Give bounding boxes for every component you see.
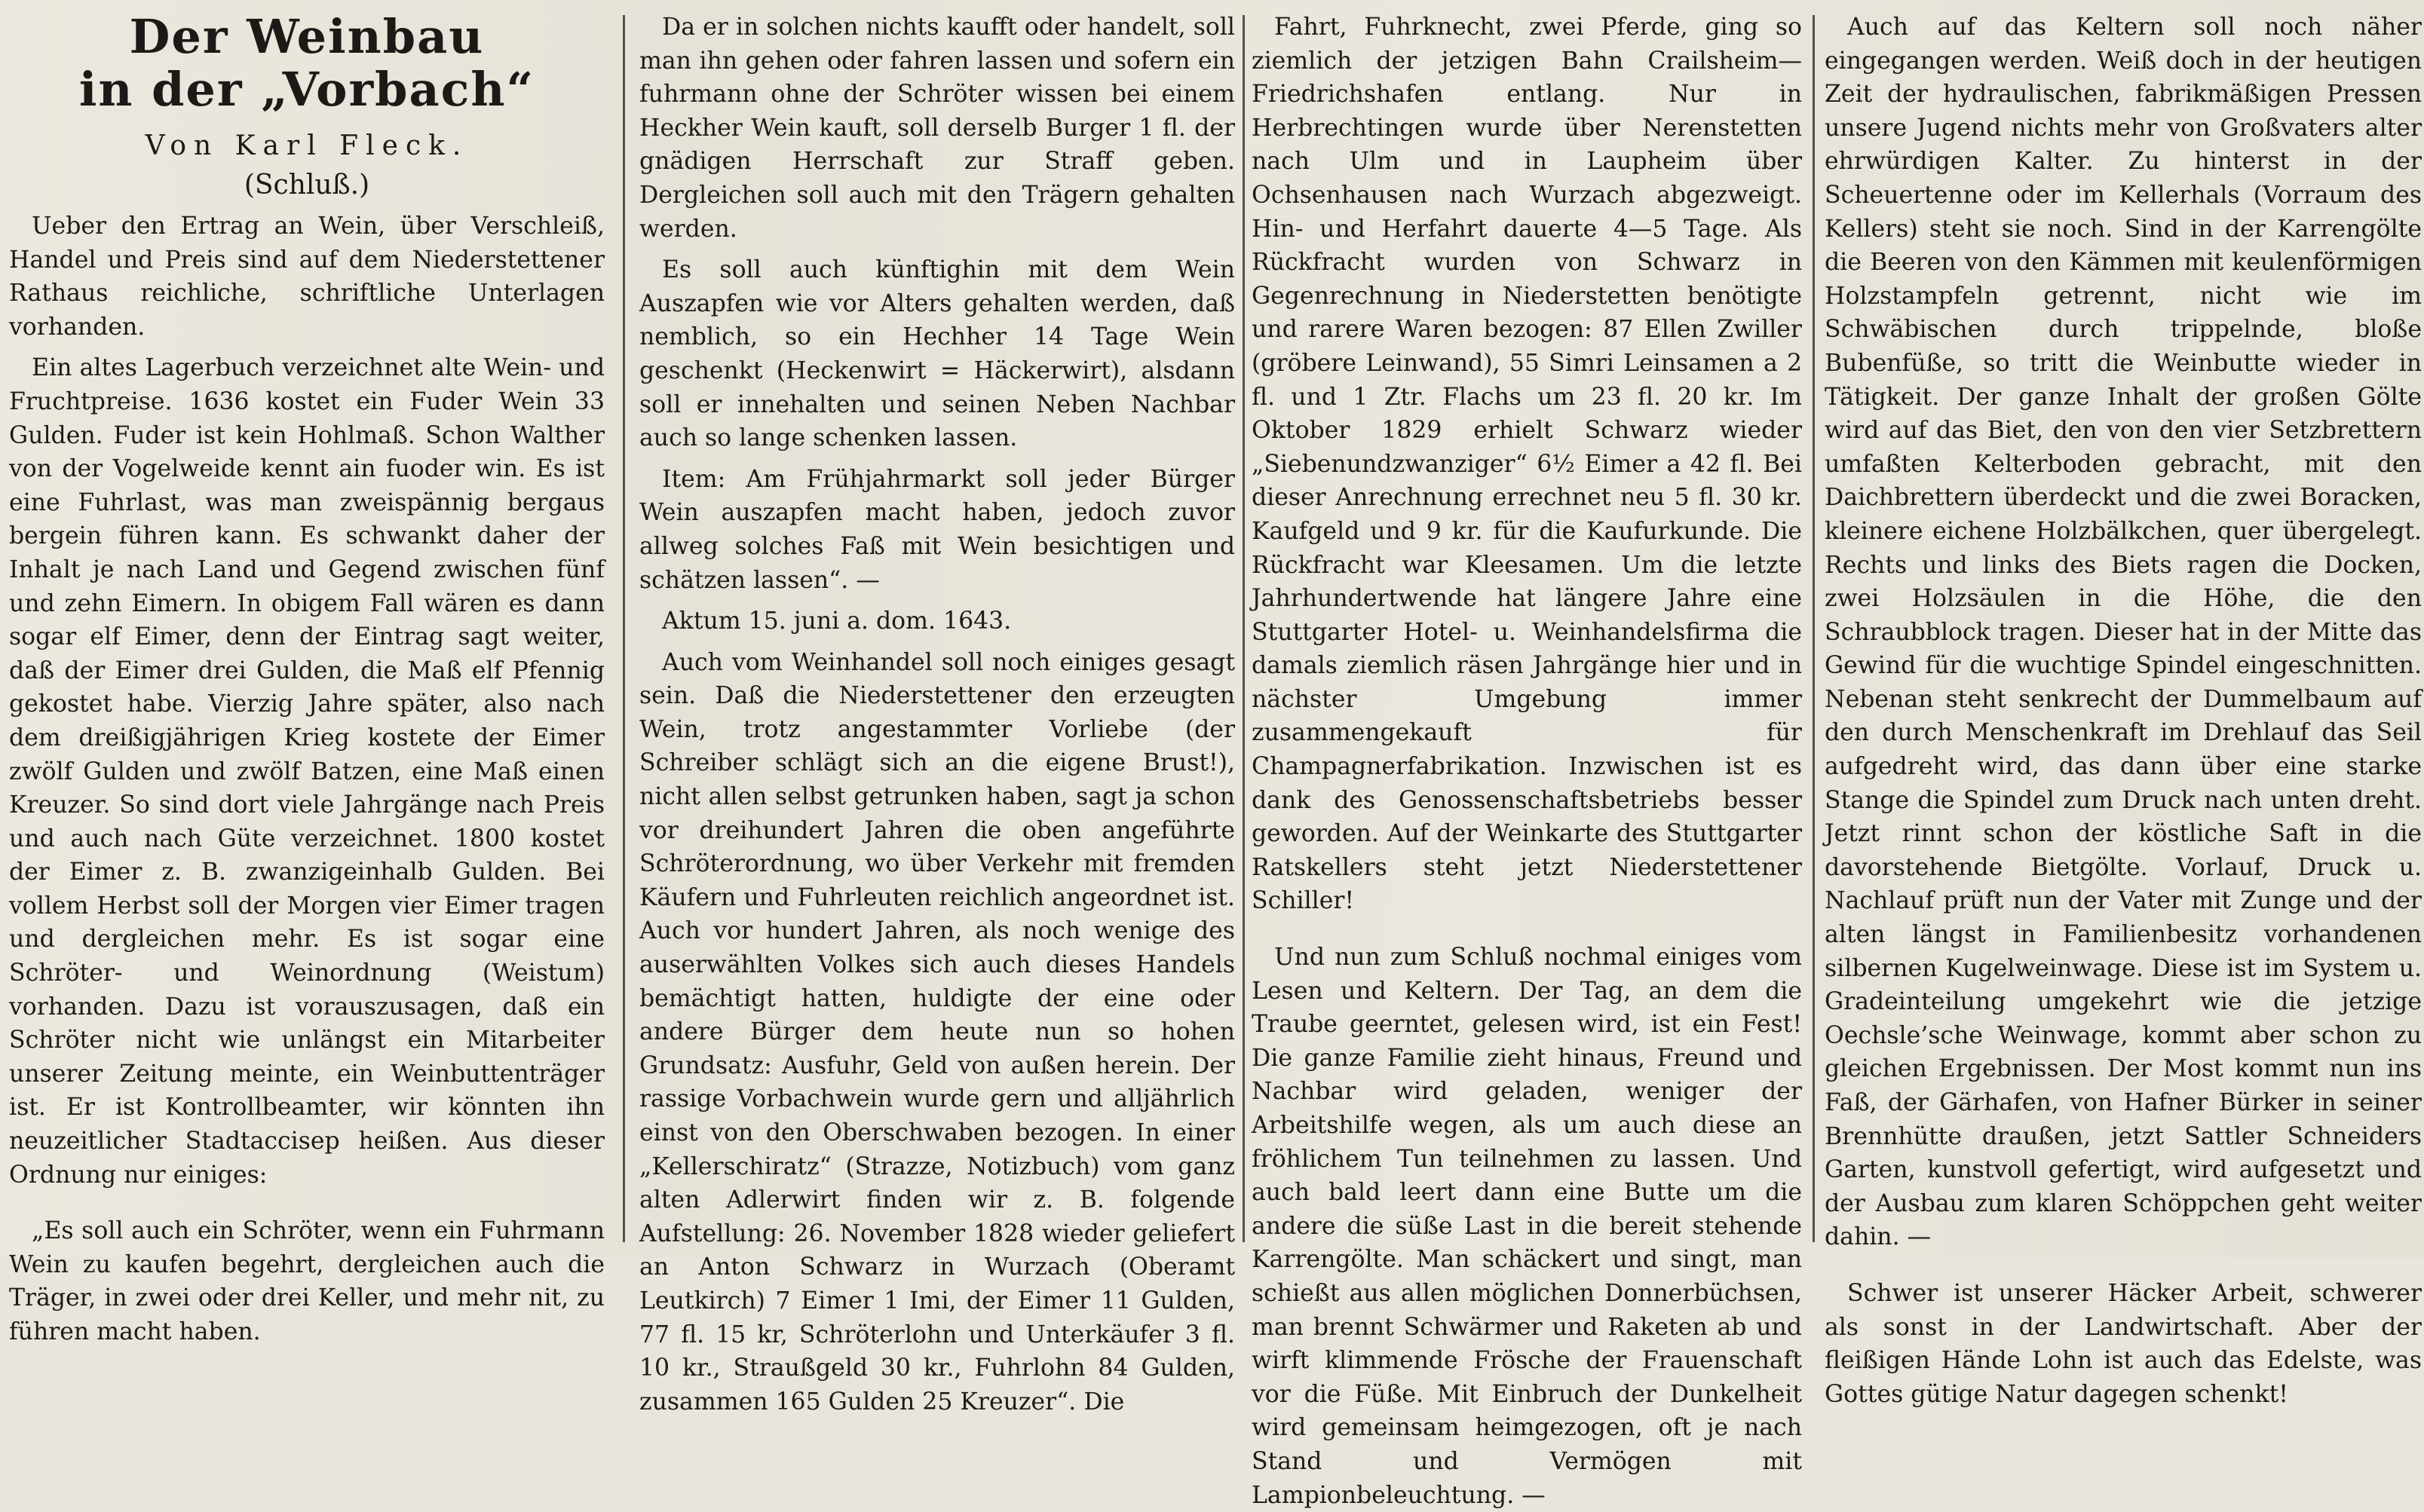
paragraph: Aktum 15. juni a. dom. 1643. bbox=[662, 608, 1012, 635]
article-title-line-1: Der Weinbau bbox=[129, 9, 485, 64]
paragraph: Auch vom Weinhandel soll noch einiges gesagt sein. Daß die Niederstettener den erzeugten Wein, trotz angestammter Vorliebe (der Schreiber schlägt sich an die eigene Brust!), nicht allen selbst getrunken haben, sagt ja schon vor dreihundert Jahren die oben angeführte Schröterordnung, wo über Verkehr mit fremden Käufern und Fuhrleuten reichlich angeordnet ist. Auch vor hundert Jahren, als noch wenige des auserwählten Volkes sich auch dieses Handels bemächtigt hatten, huldigte der eine oder andere Bürger dem heute nun so hohen Grundsatz: Ausfuhr, Geld von außen herein. Der rassige Vorbachwein wurde gern und alljährlich einst von den Oberschwaben bezogen. In einer „Kellerschiratz“ (Strazze, Notizbuch) vom ganz alten Adlerwirt finden wir z. B. folgende Aufstellung: 26. November 1828 wieder geliefert an Anton Schwarz in Wurzach (Oberamt Leutkirch) 7 Eimer 1 Imi, der Eimer 11 Gulden, 77 fl. 15 kr, Schröterlohn und Unterkäufer 3 fl. 10 kr., Straußgeld 30 kr., Fuhrlohn 84 Gulden, zusammen 165 Gulden 25 Kreuzer“. Die bbox=[639, 648, 1235, 1416]
column-1 bbox=[9, 9, 605, 1345]
paragraph: Und nun zum Schluß nochmal einiges vom Lesen und Keltern. Der Tag, an dem die Traube geerntet, gelesen wird, ist ein Fest! Die ganze Familie zieht hinaus, Freund und Nachbar wird geladen, weniger der Arbeitshilfe wegen, als um auch diese an fröhlichem Tun teilnehmen zu lassen. Und auch bald leert dann eine Butte um die andere die süße Last in die bereit stehende Karrengölte. Man schäckert und singt, man schießt aus allen möglichen Donnerbüchsen, man brennt Schwärmer und Raketen ab und wirft klimmende Frösche der Frauenschaft vor die Füße. Mit Einbruch der Dunkelheit wird gemeinsam heimgezogen, oft je nach Stand und Vermögen mit Lampionbeleuchtung. — bbox=[1252, 944, 1802, 1509]
paragraph: Fahrt, Fuhrknecht, zwei Pferde, ging so ziemlich der jetzigen Bahn Crailsheim—Friedrichshafen entlang. Nur in Herbrechtingen wurde über Nerenstetten nach Ulm und in Laupheim über Ochsenhausen nach Wurzach abgezweigt. Hin- und Herfahrt dauerte 4—5 Tage. Als Rückfracht wurden von Schwarz in Gegenrechnung in Niederstetten benötigte und rarere Waren bezogen: 87 Ellen Zwiller (gröbere Leinwand), 55 Simri Leinsamen a 2 fl. und 1 Ztr. Flachs um 23 fl. 20 kr. Im Oktober 1829 erhielt Schwarz wieder „Siebenundzwanziger“ 6½ Eimer a 42 fl. Bei dieser Anrechnung errechnet neu 5 fl. 30 kr. Kaufgeld und 9 kr. für die Kaufurkunde. Die Rückfracht war Kleesamen. Um die letzte Jahrhundertwende hat längere Jahre eine Stuttgarter Hotel- u. Weinhandelsfirma die damals ziemlich räsen Jahrgänge hier und in nächster Umgebung immer zusammengekauft für Champagnerfabrikation. Inzwischen ist es dank des Genossenschaftsbetriebs besser geworden. Auf der Weinkarte des Stuttgarter Ratskellers steht jetzt Niederstettener Schiller! bbox=[1252, 14, 1802, 915]
column-rule bbox=[1243, 15, 1245, 1242]
article-title-line-2: in der „Vorbach“ bbox=[78, 62, 535, 117]
column-rule bbox=[1813, 15, 1815, 1242]
paragraph: Ein altes Lagerbuch verzeichnet alte Wein- und Fruchtpreise. 1636 kostet ein Fuder Wein 33 Gulden. Fuder ist kein Hohlmaß. Schon Walther von der Vogelweide kennt ain fuoder win. Es ist eine Fuhrlast, was man zweispännig bergaus bergein führen kann. Es schwankt daher der Inhalt je nach Land und Gegend zwischen fünf und zehn Eimern. In obigem Fall wären es dann sogar elf Eimer, denn der Eintrag sagt weiter, daß der Eimer drei Gulden, die Maß elf Pfennig gekostet habe. Vierzig Jahre später, also nach dem dreißigjährigen Krieg kostete der Eimer zwölf Gulden und zwölf Batzen, eine Maß einen Kreuzer. So sind dort viele Jahrgänge nach Preis und auch nach Güte verzeichnet. 1800 kostet der Eimer z. B. zwanzigeinhalb Gulden. Bei vollem Herbst soll der Morgen vier Eimer tragen und dergleichen mehr. Es ist sogar eine Schröter- und Weinordnung (Weistum) vorhanden. Dazu ist vorauszusagen, daß ein Schröter nicht wie unlängst ein Mitarbeiter unserer Zeitung meinte, ein Weinbuttenträger ist. Er ist Kontrollbeamter, wir könnten ihn neuzeitlicher Stadtaccisер heißen. Aus dieser Ordnung nur einiges: bbox=[9, 354, 605, 1189]
paragraph: Schwer ist unserer Häcker Arbeit, schwerer als sonst in der Landwirtschaft. Aber der fleißigen Hände Lohn ist auch das Edelste, was Gottes gütige Natur dagegen schenkt! bbox=[1825, 1279, 2422, 1408]
article-author: Von Karl Fleck. bbox=[145, 130, 469, 161]
paragraph: Item: Am Frühjahrmarkt soll jeder Bürger Wein auszapfen macht haben, jedoch zuvor allweg solches Faß mit Wein besichtigen und schätzen lassen“. — bbox=[639, 465, 1235, 594]
paragraph: Auch auf das Keltern soll noch näher eingegangen werden. Weiß doch in der heutigen Zeit der hydraulischen, fabrikmäßigen Pressen unsere Jugend nichts mehr von Großvaters alter ehrwürdigen Kalter. Zu hinterst in der Scheuertenne oder im Kellerhals (Vorraum des Kellers) steht sie noch. Sind in der Karrengölte die Beeren von den Kämmen mit keulenförmigen Holzstampfeln getrennt, nicht wie im Schwäbischen durch trippelnde, bloße Bubenfüße, so tritt die Weinbutte wieder in Tätigkeit. Der ganze Inhalt der großen Gölte wird auf das Biet, den von den vier Setzbrettern umfaßten Kelterboden gebracht, mit den Daichbrettern überdeckt und die zwei Boracken, kleinere eichene Holzbälkchen, quer übergelegt. Rechts und links des Biets ragen die Docken, zwei Holzsäulen in die Höhe, die den Schraubblock tragen. Dieser hat in der Mitte das Gewind für die wuchtige Spindel eingeschnitten. Nebenan steht senkrecht der Dummelbaum auf den durch Menschenkraft im Drehlauf das Seil aufgedreht wird, das dann über eine starke Stange die Spindel zum Druck nach unten dreht. Jetzt rinnt schon der köstliche Saft in die davorstehende Bietgölte. Vorlauf, Druck u. Nachlauf prüft nun der Vater mit Zunge und der alten längst in Familienbesitz vorhandenen silbernen Kugelweinwage. Diese ist im System u. Gradeinteilung umgekehrt wie die jetzige Oechsle’sche Weinwage, kommt aber schon zu gleichen Ergebnissen. Der Most kommt nun ins Faß, der Gärhafen, von Hafner Bürker in seiner Brennhütte draußen, jetzt Sattler Schneiders Garten, kunstvoll gefertigt, wird aufgesetzt und der Ausbau zum klaren Schöppchen geht weiter dahin. — bbox=[1825, 14, 2422, 1251]
paragraph: „Es soll auch ein Schröter, wenn ein Fuhrmann Wein zu kaufen begehrt, dergleichen auch die Träger, in zwei oder drei Keller, und mehr nit, zu führen macht haben. bbox=[9, 1217, 605, 1345]
column-rule bbox=[623, 15, 625, 1242]
column-4 bbox=[1825, 11, 2422, 1408]
paragraph: Ueber den Ertrag an Wein, über Verschleiß, Handel und Preis sind auf dem Niederstettener Rathaus reichliche, schriftliche Unterlagen vorhanden. bbox=[9, 213, 605, 341]
article-subtitle: (Schluß.) bbox=[244, 170, 370, 200]
paragraph: Es soll auch künftighin mit dem Wein Auszapfen wie vor Alters gehalten werden, daß nemblich, so ein Hechher 14 Tage Wein geschenkt (Heckenwirt = Häckerwirt), alsdann soll er innehalten und seinen Neben Nachbar auch so lange schenken lassen. bbox=[639, 256, 1235, 452]
paragraph: Da er in solchen nichts kaufft oder handelt, soll man ihn gehen oder fahren lassen und sofern ein fuhrmann ohne der Schröter wissen bei einem Heckher Wein kauft, soll derselb Burger 1 fl. der gnädigen Herrschaft zur Straff geben. Dergleichen soll auch mit den Trägern gehalten werden. bbox=[639, 14, 1235, 243]
column-2 bbox=[639, 11, 1235, 1416]
article-title bbox=[9, 11, 605, 116]
column-3 bbox=[1252, 11, 1802, 1509]
